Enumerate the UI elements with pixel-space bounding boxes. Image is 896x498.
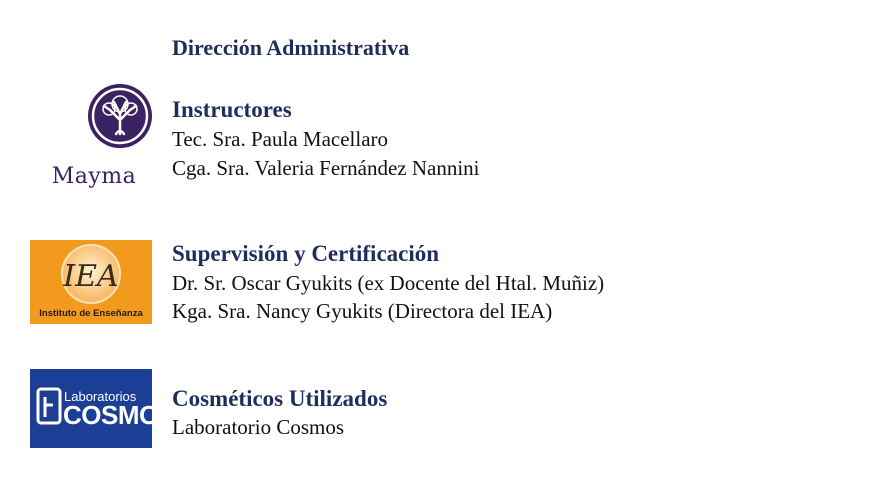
cosmos-logo	[30, 369, 176, 448]
laboratorio-line: Laboratorio Cosmos	[172, 415, 345, 439]
cosmos-mark-icon	[36, 387, 66, 437]
mayma-wordmark: Mayma	[51, 164, 137, 189]
page-title: Dirección Administrativa	[172, 35, 410, 60]
iea-monogram: IEA	[63, 259, 119, 294]
cosmos-brand-text: COSMOS	[63, 400, 176, 430]
instructor-line: Cga. Sra. Valeria Fernández Nannini	[172, 156, 480, 180]
supervisor-line: Dr. Sr. Oscar Gyukits (ex Docente del Htal. Muñiz)	[172, 271, 605, 295]
supervision-heading: Supervisión y Certificación	[172, 241, 440, 266]
iea-monogram-icon	[30, 240, 152, 310]
iea-logo	[30, 240, 152, 324]
mayma-logo	[40, 84, 150, 194]
cosmos-top-text: Laboratorios	[64, 389, 137, 404]
tree-of-life-icon	[88, 84, 152, 148]
iea-caption: Instituto de Enseñanza	[39, 308, 143, 319]
instructor-line: Tec. Sra. Paula Macellaro	[172, 127, 389, 151]
instructores-heading: Instructores	[172, 97, 292, 122]
supervisor-line: Kga. Sra. Nancy Gyukits (Directora del IEA)	[172, 299, 553, 323]
cosmeticos-heading: Cosméticos Utilizados	[172, 386, 388, 411]
